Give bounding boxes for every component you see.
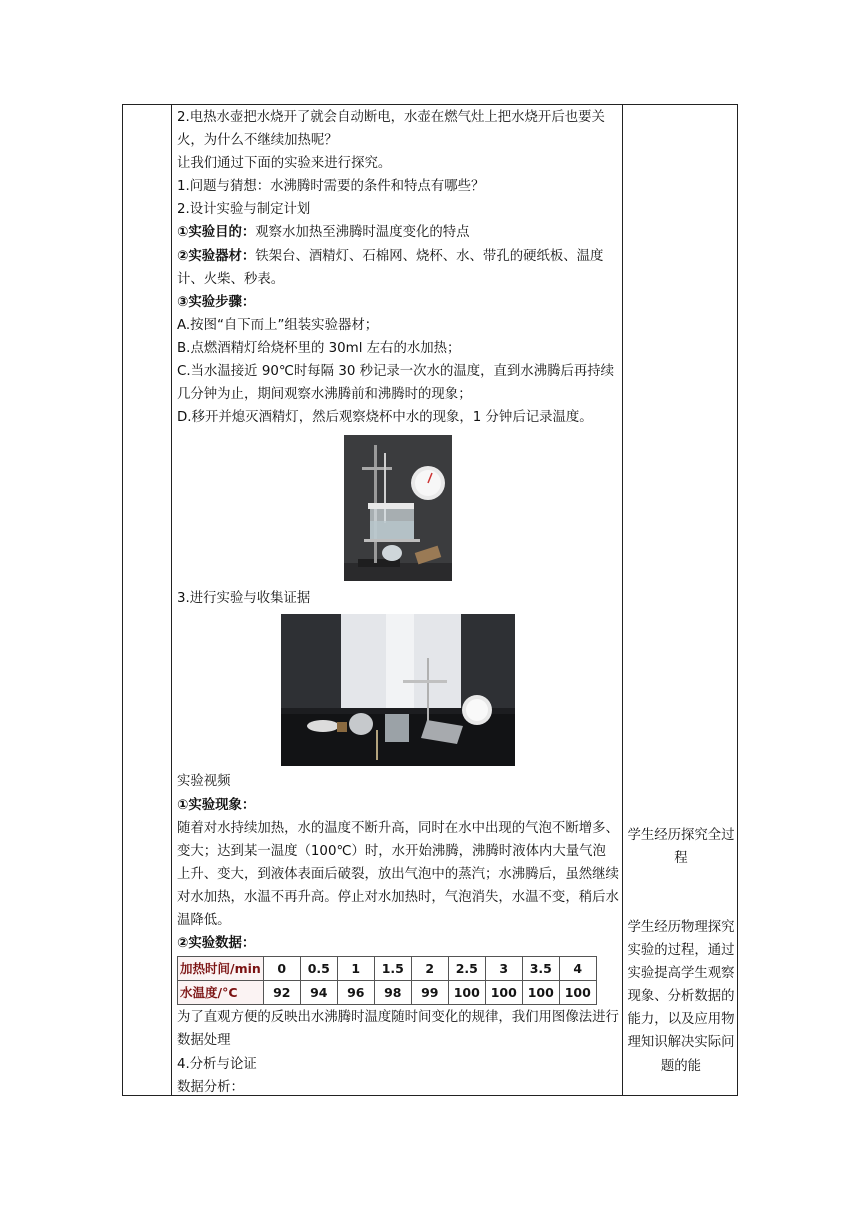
side-note-1: 学生经历探究全过程 [627, 828, 735, 867]
equipment [177, 245, 619, 291]
temperature-cell: 96 [337, 981, 374, 1005]
column-divider [622, 105, 623, 1095]
time-cell: 1.5 [374, 957, 411, 981]
time-header: 加热时间/min [178, 957, 264, 981]
step-question: 1.问题与猜想：水沸腾时需要的条件和特点有哪些？ [177, 179, 485, 195]
temperature-cell: 100 [522, 981, 559, 1005]
temperature-header: 水温度/°C [178, 981, 264, 1005]
section-four: 4.分析与论证 [177, 1056, 257, 1072]
time-cell: 2.5 [448, 957, 485, 981]
time-cell: 1 [337, 957, 374, 981]
data-label: ②实验数据： [177, 936, 256, 952]
temperature-cell: 94 [300, 981, 337, 1005]
temperature-cell: 98 [374, 981, 411, 1005]
experiment-data-table [177, 956, 597, 1005]
time-cell: 3 [485, 957, 522, 981]
time-cell: 2 [411, 957, 448, 981]
main-content [177, 106, 619, 1099]
section-three: 3.进行实验与收集证据 [177, 591, 311, 607]
temperature-cell: 92 [263, 981, 300, 1005]
purpose [177, 221, 619, 244]
after-table-text: 为了直观方便的反映出水沸腾时温度随时间变化的规律，我们用图像法进行数据处理 [177, 1010, 619, 1049]
temperature-cell: 100 [485, 981, 522, 1005]
phenomenon-text: 随着对水持续加热，水的温度不断升高，同时在水中出现的气泡不断增多、变大；达到某一温度（100℃）时，水开始沸腾，沸腾时液体内大量气泡上升、变大，到液体表面后破裂，放出气泡中的蒸汽；水沸腾后，虽然继续对水加热，水温不再升高。停止对水加热时，气泡消失，水温不变，稍后水温降低。 [177, 820, 619, 928]
analysis-label: 数据分析： [177, 1079, 244, 1095]
intro-question: 2.电热水壶把水烧开了就会自动断电，水壶在燃气灶上把水烧开后也要关火，为什么不继续加热呢？ [177, 110, 605, 149]
step-c: C.当水温接近 90℃时每隔 30 秒记录一次水的温度，直到水沸腾后再持续几分钟为止，期间观察水沸腾前和沸腾时的现象； [177, 364, 615, 403]
temperature-cell: 100 [448, 981, 485, 1005]
step-b: B.点燃酒精灯给烧杯里的 30ml 左右的水加热； [177, 340, 461, 356]
equipment-text: 铁架台、酒精灯、石棉网、烧杯、水、带孔的硬纸板、温度计、火柴、秒表。 [177, 248, 604, 287]
intro-text: 让我们通过下面的实验来进行探究。 [177, 156, 392, 172]
table-row [178, 957, 597, 981]
time-cell: 0.5 [300, 957, 337, 981]
table-row [178, 981, 597, 1005]
equipment-label: ②实验器材： [177, 248, 256, 264]
time-cell: 4 [559, 957, 596, 981]
temperature-cell: 99 [411, 981, 448, 1005]
step-plan: 2.设计实验与制定计划 [177, 202, 311, 218]
video-caption: 实验视频 [177, 774, 231, 790]
column-divider [171, 105, 172, 1095]
lesson-table [122, 104, 738, 1096]
temperature-cell: 100 [559, 981, 596, 1005]
side-note-2: 学生经历物理探究实验的过程，通过实验提高学生观察现象、分析数据的能力，以及应用物理知识解决实际问题的能 [627, 920, 735, 1074]
step-d: D.移开并熄灭酒精灯，然后观察烧杯中水的现象，1 分钟后记录温度。 [177, 410, 593, 426]
purpose-text: 观察水加热至沸腾时温度变化的特点 [255, 225, 470, 241]
phenomenon-label: ①实验现象： [177, 797, 256, 813]
purpose-label: ①实验目的： [177, 225, 256, 241]
time-cell: 3.5 [522, 957, 559, 981]
apparatus-image [344, 435, 452, 581]
experiment-video-thumbnail[interactable] [281, 614, 515, 766]
step-a: A.按图“自下而上”组装实验器材； [177, 317, 379, 333]
steps-label: ③实验步骤： [177, 294, 256, 310]
time-cell: 0 [263, 957, 300, 981]
